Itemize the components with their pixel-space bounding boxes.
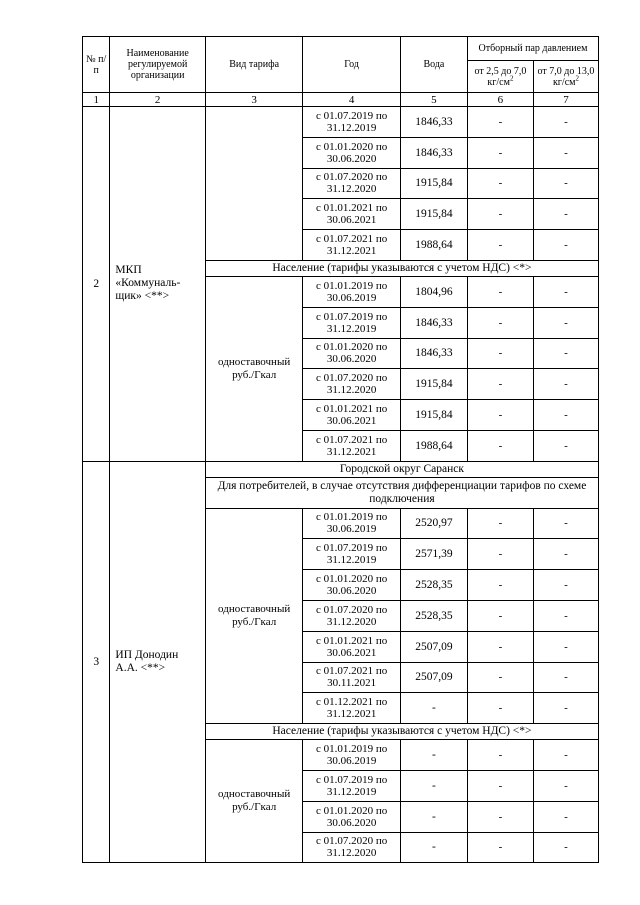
population-section-label: Население (тарифы указываются с учетом НДС) <*> (205, 260, 598, 276)
col-index-cell: 6 (467, 93, 533, 107)
steam-high-cell: - (533, 770, 598, 801)
steam-low-cell: - (467, 107, 533, 138)
water-cell: - (400, 801, 467, 832)
steam-high-cell: - (533, 508, 598, 539)
steam-low-cell: - (467, 631, 533, 662)
steam-high-cell: - (533, 338, 598, 369)
steam-high-cell: - (533, 307, 598, 338)
steam-low-cell: - (467, 137, 533, 168)
period-cell: с 01.01.2020 по 30.06.2020 (303, 801, 401, 832)
water-cell: 1988,64 (400, 430, 467, 461)
period-cell: с 01.07.2021 по 30.11.2021 (303, 662, 401, 693)
water-cell: - (400, 832, 467, 863)
col-index-cell: 3 (205, 93, 303, 107)
tariff-kind: одноставочный руб./Гкал (205, 508, 303, 724)
tariff-table (82, 36, 599, 863)
steam-high-cell: - (533, 801, 598, 832)
steam-high-cell: - (533, 107, 598, 138)
period-cell: с 01.07.2019 по 31.12.2019 (303, 107, 401, 138)
period-cell: с 01.07.2020 по 31.12.2020 (303, 168, 401, 199)
table-row (83, 107, 599, 138)
col-index-cell: 7 (533, 93, 598, 107)
steam-low-cell: - (467, 740, 533, 771)
steam-low-cell: - (467, 400, 533, 431)
steam-high-cell: - (533, 137, 598, 168)
water-cell: 1915,84 (400, 199, 467, 230)
water-cell: - (400, 770, 467, 801)
water-cell: 1915,84 (400, 168, 467, 199)
water-cell: 2528,35 (400, 570, 467, 601)
col-index-cell: 2 (110, 93, 205, 107)
steam-low-cell: - (467, 600, 533, 631)
water-cell: 2571,39 (400, 539, 467, 570)
water-cell: 1988,64 (400, 230, 467, 261)
period-cell: с 01.01.2020 по 30.06.2020 (303, 137, 401, 168)
steam-high-cell: - (533, 600, 598, 631)
steam-low-cell: - (467, 199, 533, 230)
water-cell: - (400, 740, 467, 771)
col-index-cell: 5 (400, 93, 467, 107)
steam-low-cell: - (467, 570, 533, 601)
water-cell: 2520,97 (400, 508, 467, 539)
steam-low-cell: - (467, 539, 533, 570)
steam-low-cell: - (467, 801, 533, 832)
period-cell: с 01.01.2020 по 30.06.2020 (303, 570, 401, 601)
water-cell: - (400, 693, 467, 724)
water-cell: 1846,33 (400, 137, 467, 168)
org-name: МКП «Коммуналь-щик» <**> (110, 107, 205, 462)
steam-high-cell: - (533, 539, 598, 570)
col-steam-low-header: от 2,5 до 7,0 $кг/см^2$ (467, 61, 533, 93)
col-org-header: Наименование регулируемой организации (110, 37, 205, 93)
steam-high-cell: - (533, 230, 598, 261)
steam-low-cell: - (467, 508, 533, 539)
col-num-header: № п/п (83, 37, 110, 93)
water-cell: 1846,33 (400, 338, 467, 369)
population-section-label: Население (тарифы указываются с учетом НДС) <*> (205, 724, 598, 740)
col-index-cell: 4 (303, 93, 401, 107)
steam-low-cell: - (467, 430, 533, 461)
steam-high-cell: - (533, 740, 598, 771)
steam-high-cell: - (533, 199, 598, 230)
steam-low-cell: - (467, 307, 533, 338)
org-number: 2 (83, 107, 110, 462)
steam-high-cell: - (533, 570, 598, 601)
tariff-kind: одноставочный руб./Гкал (205, 276, 303, 461)
water-cell: 1846,33 (400, 307, 467, 338)
col-steam-header: Отборный пар давлением (467, 37, 598, 61)
period-cell: с 01.07.2021 по 31.12.2021 (303, 230, 401, 261)
steam-low-cell: - (467, 168, 533, 199)
water-cell: 1915,84 (400, 369, 467, 400)
period-cell: с 01.01.2021 по 30.06.2021 (303, 631, 401, 662)
org-number: 3 (83, 461, 110, 863)
period-cell: с 01.01.2020 по 30.06.2020 (303, 338, 401, 369)
steam-low-cell: - (467, 338, 533, 369)
water-cell: 2507,09 (400, 631, 467, 662)
col-steam-high-header: от 7,0 до 13,0 $кг/см^2$ (533, 61, 598, 93)
water-cell: 1915,84 (400, 400, 467, 431)
period-cell: с 01.07.2020 по 31.12.2020 (303, 600, 401, 631)
steam-high-cell: - (533, 832, 598, 863)
steam-low-cell: - (467, 832, 533, 863)
steam-low-cell: - (467, 662, 533, 693)
col-year-header: Год (303, 37, 401, 93)
steam-high-cell: - (533, 430, 598, 461)
period-cell: с 01.01.2019 по 30.06.2019 (303, 740, 401, 771)
column-index-row (83, 93, 599, 107)
tariff-kind (205, 107, 303, 261)
water-cell: 2528,35 (400, 600, 467, 631)
steam-low-cell: - (467, 276, 533, 307)
tariff-kind: одноставочный руб./Гкал (205, 740, 303, 863)
org-name: ИП Донодин А.А. <**> (110, 461, 205, 863)
steam-high-cell: - (533, 168, 598, 199)
steam-high-cell: - (533, 693, 598, 724)
steam-high-cell: - (533, 400, 598, 431)
period-cell: с 01.07.2019 по 31.12.2019 (303, 539, 401, 570)
steam-high-cell: - (533, 276, 598, 307)
steam-high-cell: - (533, 369, 598, 400)
col-tariff-type-header: Вид тарифа (205, 37, 303, 93)
period-cell: с 01.07.2019 по 31.12.2019 (303, 307, 401, 338)
period-cell: с 01.07.2020 по 31.12.2020 (303, 832, 401, 863)
period-cell: с 01.01.2021 по 30.06.2021 (303, 199, 401, 230)
period-cell: с 01.01.2021 по 30.06.2021 (303, 400, 401, 431)
steam-low-cell: - (467, 693, 533, 724)
period-cell: с 01.07.2020 по 31.12.2020 (303, 369, 401, 400)
water-cell: 1804,96 (400, 276, 467, 307)
steam-high-cell: - (533, 662, 598, 693)
steam-low-cell: - (467, 770, 533, 801)
section-row (83, 461, 599, 477)
period-cell: с 01.07.2019 по 31.12.2019 (303, 770, 401, 801)
period-cell: с 01.07.2021 по 31.12.2021 (303, 430, 401, 461)
water-cell: 1846,33 (400, 107, 467, 138)
district-label: Городской округ Саранск (205, 461, 598, 477)
steam-low-cell: - (467, 230, 533, 261)
steam-low-cell: - (467, 369, 533, 400)
period-cell: с 01.01.2019 по 30.06.2019 (303, 276, 401, 307)
steam-high-cell: - (533, 631, 598, 662)
col-index-cell: 1 (83, 93, 110, 107)
period-cell: с 01.12.2021 по 31.12.2021 (303, 693, 401, 724)
col-water-header: Вода (400, 37, 467, 93)
consumers-section-label: Для потребителей, в случае отсутствия дифференциации тарифов по схеме подключения (205, 477, 598, 508)
water-cell: 2507,09 (400, 662, 467, 693)
period-cell: с 01.01.2019 по 30.06.2019 (303, 508, 401, 539)
